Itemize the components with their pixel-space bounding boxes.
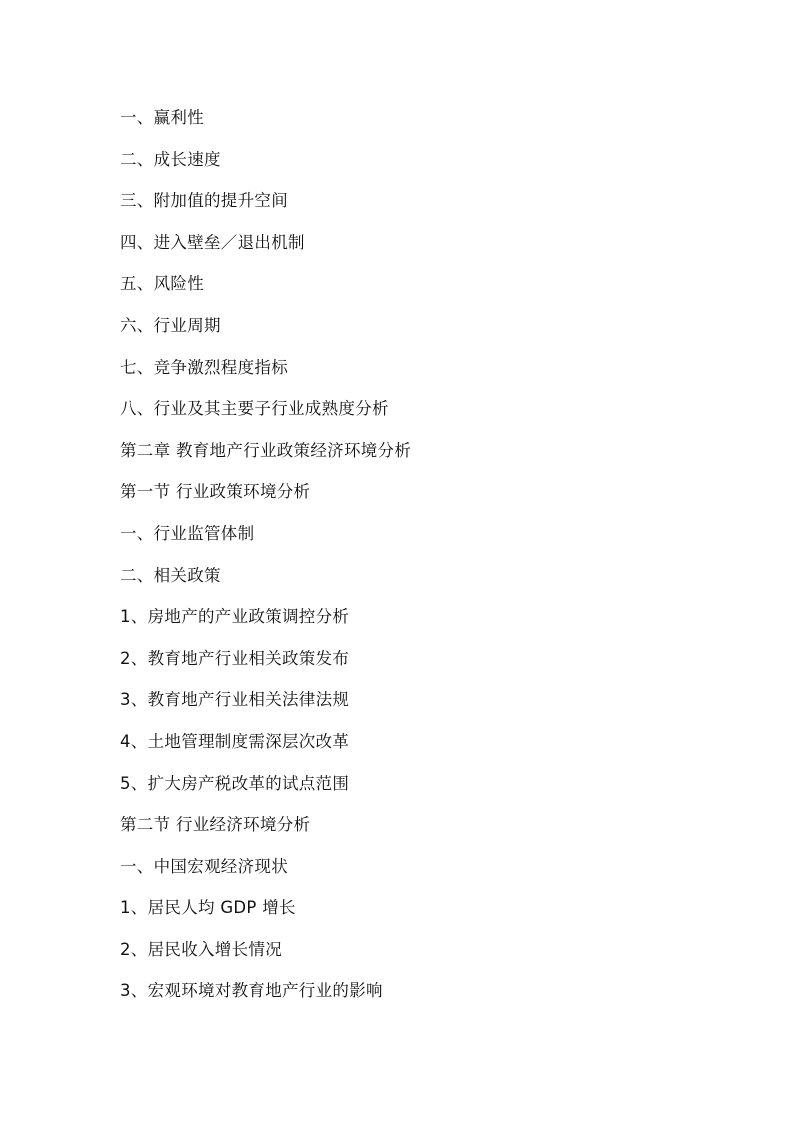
chapter-heading: 第二章 教育地产行业政策经济环境分析: [120, 440, 412, 460]
toc-line-13: 1、房地产的产业政策调控分析: [120, 607, 350, 627]
toc-line-14: 2、教育地产行业相关政策发布: [120, 648, 350, 668]
toc-line-16: 4、土地管理制度需深层次改革: [120, 731, 350, 751]
table-of-contents: [120, 105, 680, 1020]
toc-line-21: 2、居民收入增长情况: [120, 939, 282, 959]
toc-line-6: 六、行业周期: [120, 315, 221, 335]
toc-line-4: 四、进入壁垒／退出机制: [120, 232, 305, 252]
toc-line-3: 三、附加值的提升空间: [120, 191, 288, 211]
toc-line-20: 1、居民人均 GDP 增长: [120, 898, 296, 918]
toc-line-2: 二、成长速度: [120, 149, 221, 169]
toc-line-17: 5、扩大房产税改革的试点范围: [120, 773, 350, 793]
toc-line-5: 五、风险性: [120, 274, 204, 294]
toc-line-8: 八、行业及其主要子行业成熟度分析: [120, 399, 389, 419]
toc-line-15: 3、教育地产行业相关法律法规: [120, 690, 350, 710]
toc-line-22: 3、宏观环境对教育地产行业的影响: [120, 981, 383, 1001]
toc-line-19: 一、中国宏观经济现状: [120, 856, 288, 876]
toc-line-1: 一、赢利性: [120, 108, 204, 127]
section-heading: 第二节 行业经济环境分析: [120, 815, 311, 835]
toc-line-11: 一、行业监管体制: [120, 523, 255, 543]
toc-line-12: 二、相关政策: [120, 565, 221, 585]
section-heading: 第一节 行业政策环境分析: [120, 482, 311, 502]
toc-line-7: 七、竞争激烈程度指标: [120, 357, 288, 377]
